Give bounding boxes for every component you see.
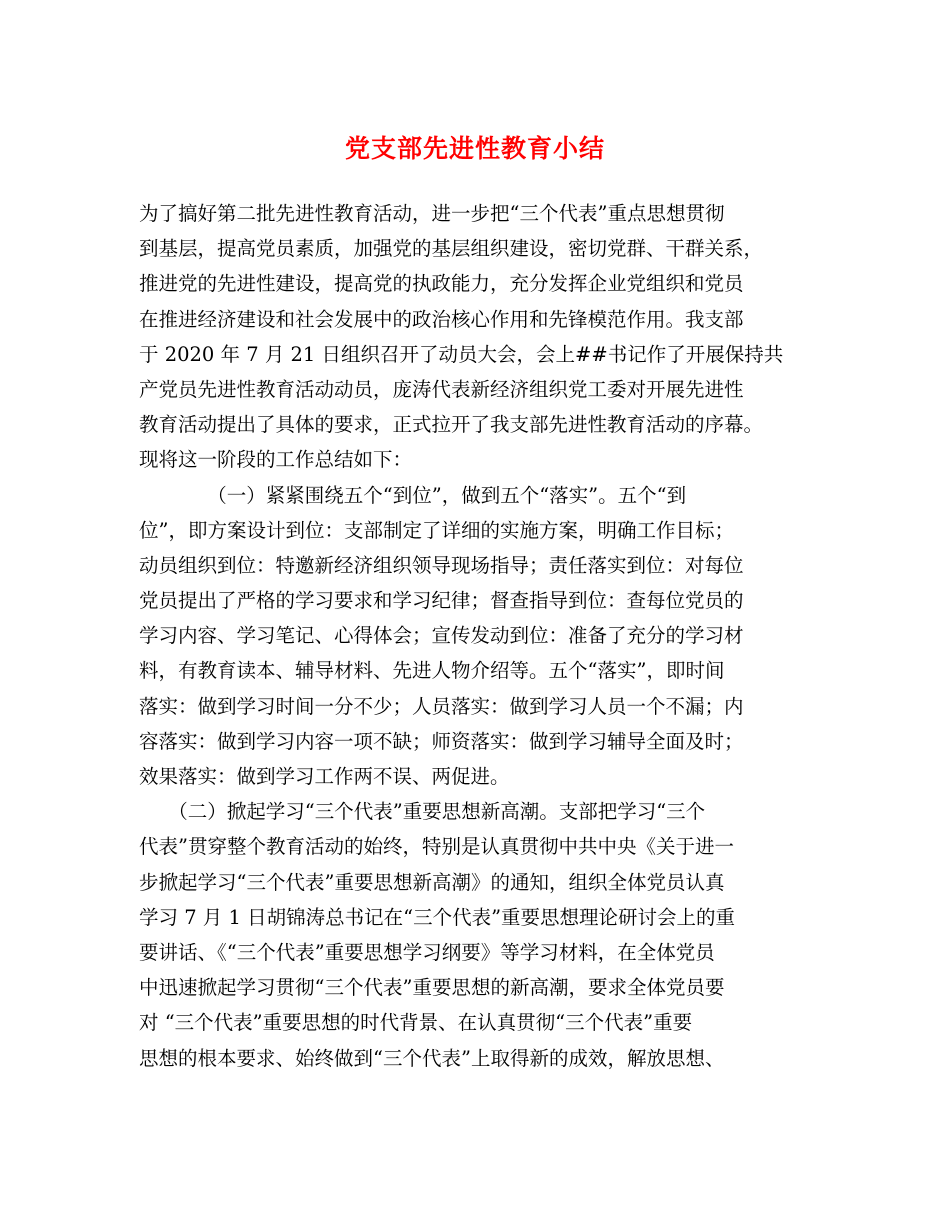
text-line: 现将这一阶段的工作总结如下： xyxy=(139,448,413,472)
document-title: 党支部先进性教育小结 xyxy=(344,134,605,163)
text-line: 学习内容、学习笔记、心得体会；宣传发动到位：准备了充分的学习材 xyxy=(139,624,744,648)
text-line: 容落实：做到学习内容一项不缺；师资落实：做到学习辅导全面及时； xyxy=(139,729,744,753)
text-line: 动员组织到位：特邀新经济组织领导现场指导；责任落实到位：对每位 xyxy=(139,553,744,577)
text-line: 代表”贯穿整个教育活动的始终，特别是认真贯彻中共中央《关于进一 xyxy=(139,835,734,859)
text-line: 产党员先进性教育活动动员，庞涛代表新经济组织党工委对开展先进性 xyxy=(139,377,744,401)
text-line: 为了搞好第二批先进性教育活动，进一步把“三个代表”重点思想贯彻 xyxy=(139,202,725,225)
text-line: 于 2020 年 7 月 21 日组织召开了动员大会，会上##书记作了开展保持共 xyxy=(139,342,784,366)
document-body xyxy=(139,196,829,1076)
text-line: 在推进经济建设和社会发展中的政治核心作用和先锋模范作用。我支部 xyxy=(139,307,744,331)
text-line: 要讲话、《“三个代表”重要思想学习纲要》等学习材料，在全体党员 xyxy=(139,940,715,964)
text-line: 党员提出了严格的学习要求和学习纪律；督查指导到位：查每位党员的 xyxy=(139,589,744,613)
text-line: 位”，即方案设计到位：支部制定了详细的实施方案，明确工作目标； xyxy=(139,518,734,542)
text-line: 中迅速掀起学习贯彻“三个代表”重要思想的新高潮，要求全体党员要 xyxy=(139,976,725,1000)
text-line: 教育活动提出了具体的要求，正式拉开了我支部先进性教育活动的序幕。 xyxy=(139,413,764,437)
text-line: 料，有教育读本、辅导材料、先进人物介绍等。五个“落实”，即时间 xyxy=(139,659,725,683)
text-line: 学习 7 月 1 日胡锦涛总书记在“三个代表”重要思想理论研讨会上的重 xyxy=(139,905,736,929)
text-line: 效果落实：做到学习工作两不误、两促进。 xyxy=(139,765,510,788)
text-line: 落实：做到学习时间一分不少；人员落实：做到学习人员一个不漏；内 xyxy=(139,694,744,718)
text-line: （二）掀起学习“三个代表”重要思想新高潮。支部把学习“三个 xyxy=(139,800,706,824)
text-line: 到基层，提高党员素质，加强党的基层组织建设，密切党群、干群关系， xyxy=(139,237,764,261)
text-line: 推进党的先进性建设，提高党的执政能力，充分发挥企业党组织和党员 xyxy=(139,272,744,296)
text-line: 思想的根本要求、始终做到“三个代表”上取得新的成效，解放思想、 xyxy=(139,1046,725,1070)
text-line: 对 “三个代表”重要思想的时代背景、在认真贯彻“三个代表”重要 xyxy=(139,1011,693,1035)
text-line: 步掀起学习“三个代表”重要思想新高潮》的通知，组织全体党员认真 xyxy=(139,870,725,894)
text-line: （一）紧紧围绕五个“到位”，做到五个“落实”。五个“到 xyxy=(139,483,687,507)
